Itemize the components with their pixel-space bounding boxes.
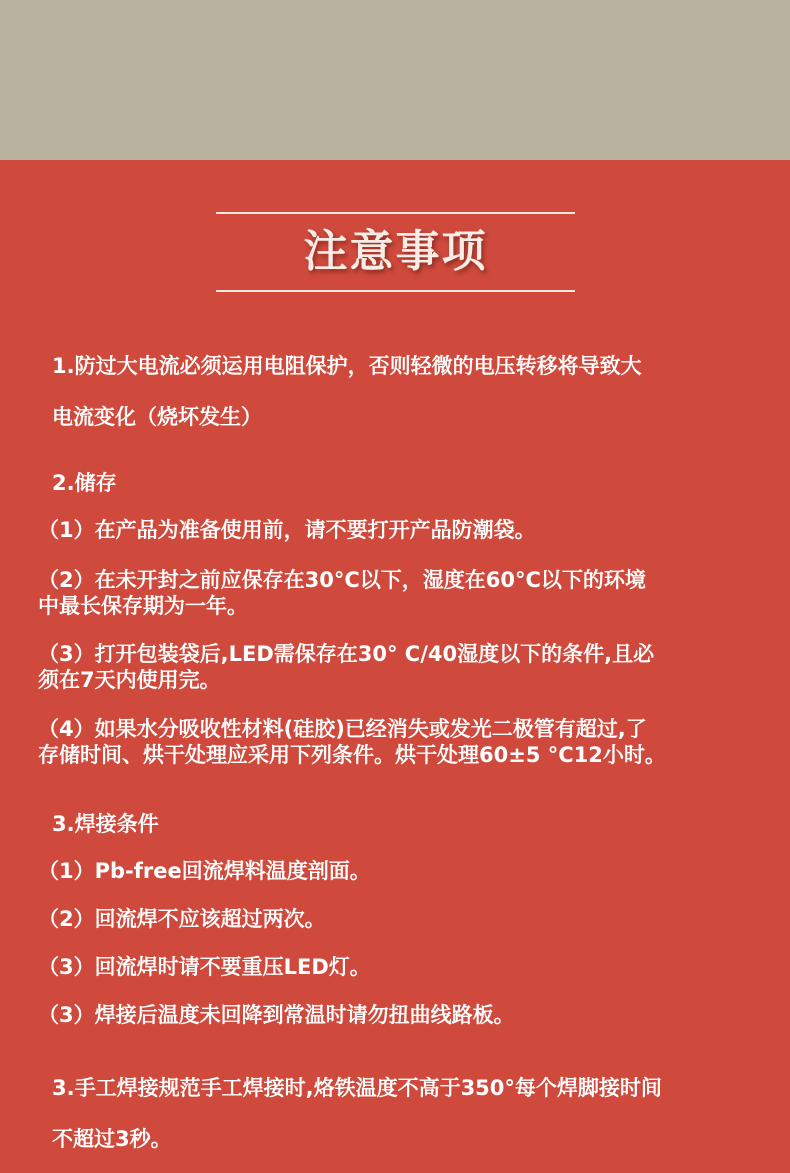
storage-item-4-line-1: （4）如果水分吸收性材料(硅胶)已经消失或发光二极管有超过,了	[38, 717, 647, 741]
manual-soldering-line-1: 3.手工焊接规范手工焊接时,烙铁温度不高于350°每个焊脚接时间	[52, 1076, 662, 1100]
storage-item-3	[38, 641, 654, 693]
storage-item-1: （1）在产品为准备使用前，请不要打开产品防潮袋。	[38, 518, 536, 542]
storage-item-2-line-2: 中最长保存期为一年。	[38, 594, 248, 618]
top-band	[0, 0, 790, 160]
storage-item-4-line-2: 存储时间、烘干处理应采用下列条件。烘干处理60±5 °C12小时。	[38, 743, 666, 767]
section-current-protection	[52, 341, 642, 443]
storage-item-3-line-1: （3）打开包装袋后,LED需保存在30° C/40湿度以下的条件,且必	[38, 642, 655, 666]
storage-item-4	[38, 716, 666, 768]
title-bottom-rule	[216, 290, 575, 292]
title-block	[216, 212, 575, 292]
soldering-item-1: （1）Pb-free回流焊料温度剖面。	[38, 859, 371, 883]
section-current-line-1: 1.防过大电流必须运用电阻保护，否则轻微的电压转移将导致大	[52, 354, 642, 378]
storage-item-3-line-2: 须在7天内使用完。	[38, 668, 221, 692]
soldering-item-3: （3）回流焊时请不要重压LED灯。	[38, 955, 371, 979]
soldering-item-2: （2）回流焊不应该超过两次。	[38, 907, 326, 931]
title-top-rule	[216, 212, 575, 214]
manual-soldering-line-2: 不超过3秒。	[52, 1127, 172, 1151]
page-title: 注意事项	[303, 226, 488, 277]
storage-item-2	[38, 567, 646, 619]
soldering-heading: 3.焊接条件	[52, 812, 159, 836]
section-current-line-2: 电流变化（烧坏发生）	[52, 405, 262, 429]
storage-heading: 2.储存	[52, 471, 117, 495]
soldering-item-4: （3）焊接后温度未回降到常温时请勿扭曲线路板。	[38, 1003, 515, 1027]
section-manual-soldering	[52, 1063, 662, 1165]
storage-item-2-line-1: （2）在未开封之前应保存在30°C以下，湿度在60°C以下的环境	[38, 568, 646, 592]
